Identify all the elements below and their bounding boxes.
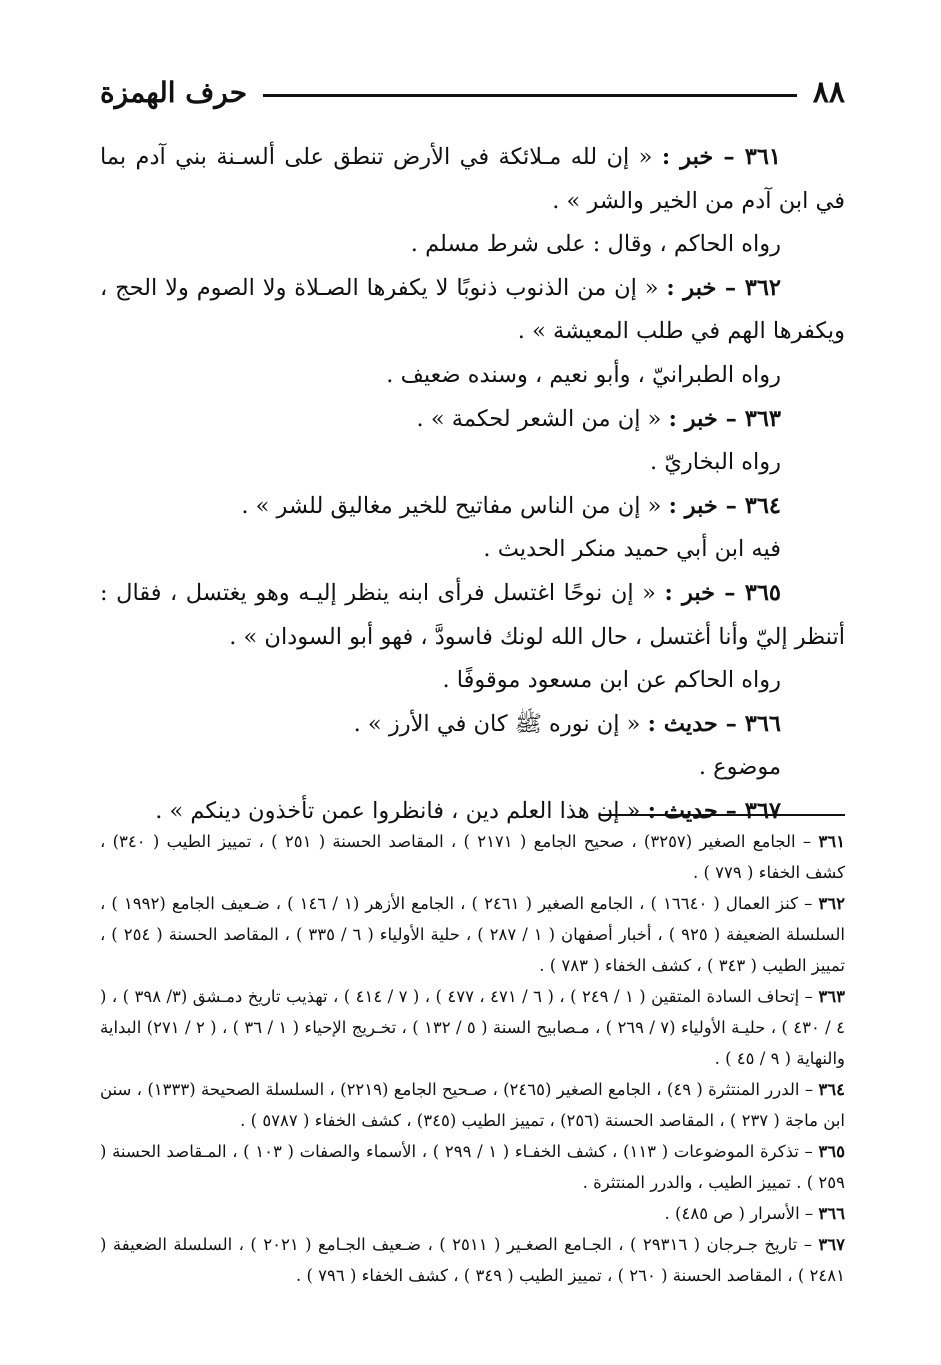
footnote-361: [100, 826, 845, 888]
footnote-text: – الأسرار ( ص ٤٨٥) .: [664, 1204, 819, 1223]
footnote-divider: [600, 814, 845, 816]
footnote-number: ٣٦٤: [818, 1080, 845, 1099]
footnote-text: – تاريخ جـرجان ( ٢٩٣١٦ ) ، الجـامع الصغـير ( ٢٥١١ ) ، ضـعيف الجـامع ( ٢٠٢١ ) ، السلسلة الضعيفة ( ٢٤٨١ ) ، المقاصد الحسنة ( ٢٦٠ ) ، تمييز الطيب ( ٣٤٩ ) ، كشف الخفاء ( ٧٩٦ ) .: [100, 1235, 845, 1285]
entry-number: ٣٦٥ – خبر :: [664, 579, 782, 606]
footnote-text: – الدرر المنتثرة ( ٤٩) ، الجامع الصغير (٢٤٦٥) ، صـحيح الجامع (٢٢١٩) ، السلسلة الصحيحة (١٣٣٣) ، سنن ابن ماجة ( ٢٣٧ ) ، المقاصد الحسنة (٢٥٦) ، تمييز الطيب (٣٤٥) ، كشف الخفاء ( ٥٧٨٧ ) .: [100, 1080, 845, 1130]
entry-number: ٣٦٤ – خبر :: [668, 492, 781, 519]
entry-number: ٣٦٢ – خبر :: [666, 274, 781, 301]
entry-366-note: موضوع .: [698, 754, 781, 781]
entry-text: « إن نوره ﷺ كان في الأرز » .: [353, 710, 648, 737]
entry-365: [100, 572, 845, 659]
entry-text: « إن هذا العلم دين ، فانظروا عمن تأخذون دينكم » .: [155, 797, 648, 824]
entry-362: [100, 267, 845, 354]
footnote-text: – تذكرة الموضوعات ( ١١٣) ، كشف الخفـاء ( ١ / ٢٩٩ ) ، الأسماء والصفات ( ١٠٣ ) ، المـقاصد الحسنة ( ٢٥٩ ) . تمييز الطيب ، والدرر المنتثرة .: [100, 1142, 845, 1192]
main-text: [100, 136, 845, 834]
page-number: ٨٨: [812, 74, 845, 110]
entry-text: « إن من الشعر لحكمة » .: [416, 405, 669, 432]
entry-364: [100, 485, 845, 529]
header-rule: [263, 94, 797, 97]
entry-text: « إن من الذنوب ذنوبًا لا يكفرها الصـلاة ولا الصوم ولا الحج ، ويكفرها الهم في طلب المعيشة » .: [100, 274, 845, 345]
entry-366: [100, 703, 845, 747]
entry-362-note: رواه الطبرانيّ ، وأبو نعيم ، وسنده ضعيف .: [386, 361, 781, 388]
footnote-number: ٣٦٥: [818, 1142, 846, 1161]
footnote-number: ٣٦٣: [818, 987, 845, 1006]
footnote-364: [100, 1074, 845, 1136]
footnote-text: – إتحاف السادة المتقين ( ١ / ٢٤٩ ) ، ( ٦ / ٤٧١ ، ٤٧٧ ) ، ( ٧ / ٤١٤ ) ، تهذيب تاريخ دمـشق (٣/ ٣٩٨ ) ، ( ٤ / ٤٣٠ ) ، حليـة الأولياء (٧ / ٢٦٩ ) ، مـصابيح السنة ( ٥ / ١٣٢ ) ، تخـريج الإحياء ( ١ / ٣٦ ) ، ( ٢ / ٢٧١) البداية والنهاية ( ٩ / ٤٥ ) .: [100, 987, 845, 1068]
entry-text: « إن لله مـلائكة في الأرض تنطق على ألسـنة بني آدم بما في ابن آدم من الخير والشر » .: [100, 144, 845, 214]
footnote-366: [100, 1198, 845, 1229]
chapter-title: حرف الهمزة: [100, 75, 248, 109]
footnote-number: ٣٦١: [818, 832, 845, 851]
entry-364-note: فيه ابن أبي حميد منكر الحديث .: [483, 536, 781, 563]
footnote-365: [100, 1136, 845, 1198]
footnote-text: – كنز العمال ( ١٦٦٤٠ ) ، الجامع الصغير ( ٢٤٦١ ) ، الجامع الأزهر (١ / ١٤٦ ) ، ضـعيف الجامع (١٩٩٢ ) ، السلسلة الضعيفة ( ٩٢٥ ) ، أخبار أصفهان ( ١ / ٢٨٧ ) ، حلية الأولياء ( ٦ / ٣٣٥ ) ، المقاصد الحسنة ( ٢٥٤ ) ، تمييز الطيب ( ٣٤٣ ) ، كشف الخفاء ( ٧٨٣ ) .: [100, 894, 845, 975]
entry-365-note: رواه الحاكم عن ابن مسعود موقوفًا .: [442, 667, 781, 694]
entry-text: « إن نوحًا اغتسل فرأى ابنه ينظر إليـه وهو يغتسل ، فقال : أتنظر إليّ وأنا أغتسل ، حال الله لونك فاسودَّ ، فهو أبو السودان » .: [100, 579, 845, 650]
footnote-text: – الجامع الصغير (٣٢٥٧) ، صحيح الجامع ( ٢١٧١ ) ، المقاصد الحسنة ( ٢٥١ ) ، تمييز الطيب ( ٣٤٠) ، كشف الخفاء ( ٧٧٩ ) .: [100, 832, 845, 882]
entry-number: ٣٦٧ – حديث :: [647, 797, 781, 824]
footnote-number: ٣٦٧: [818, 1235, 845, 1254]
entry-number: ٣٦٦ – حديث :: [647, 710, 781, 737]
footnotes: [100, 826, 845, 1291]
page-header: [100, 72, 845, 112]
entry-363: [100, 398, 845, 442]
footnote-367: [100, 1229, 845, 1291]
entry-361-note: رواه الحاكم ، وقال : على شرط مسلم .: [410, 231, 781, 258]
entry-361: [100, 136, 845, 223]
entry-363-note: رواه البخاريّ .: [650, 449, 781, 476]
entry-text: « إن من الناس مفاتيح للخير مغاليق للشر » .: [241, 492, 669, 519]
entry-number: ٣٦٣ – خبر :: [668, 405, 781, 432]
footnote-362: [100, 888, 845, 981]
footnote-363: [100, 981, 845, 1074]
entry-number: ٣٦١ – خبر :: [661, 144, 781, 170]
footnote-number: ٣٦٦: [818, 1204, 845, 1223]
footnote-number: ٣٦٢: [818, 894, 845, 913]
